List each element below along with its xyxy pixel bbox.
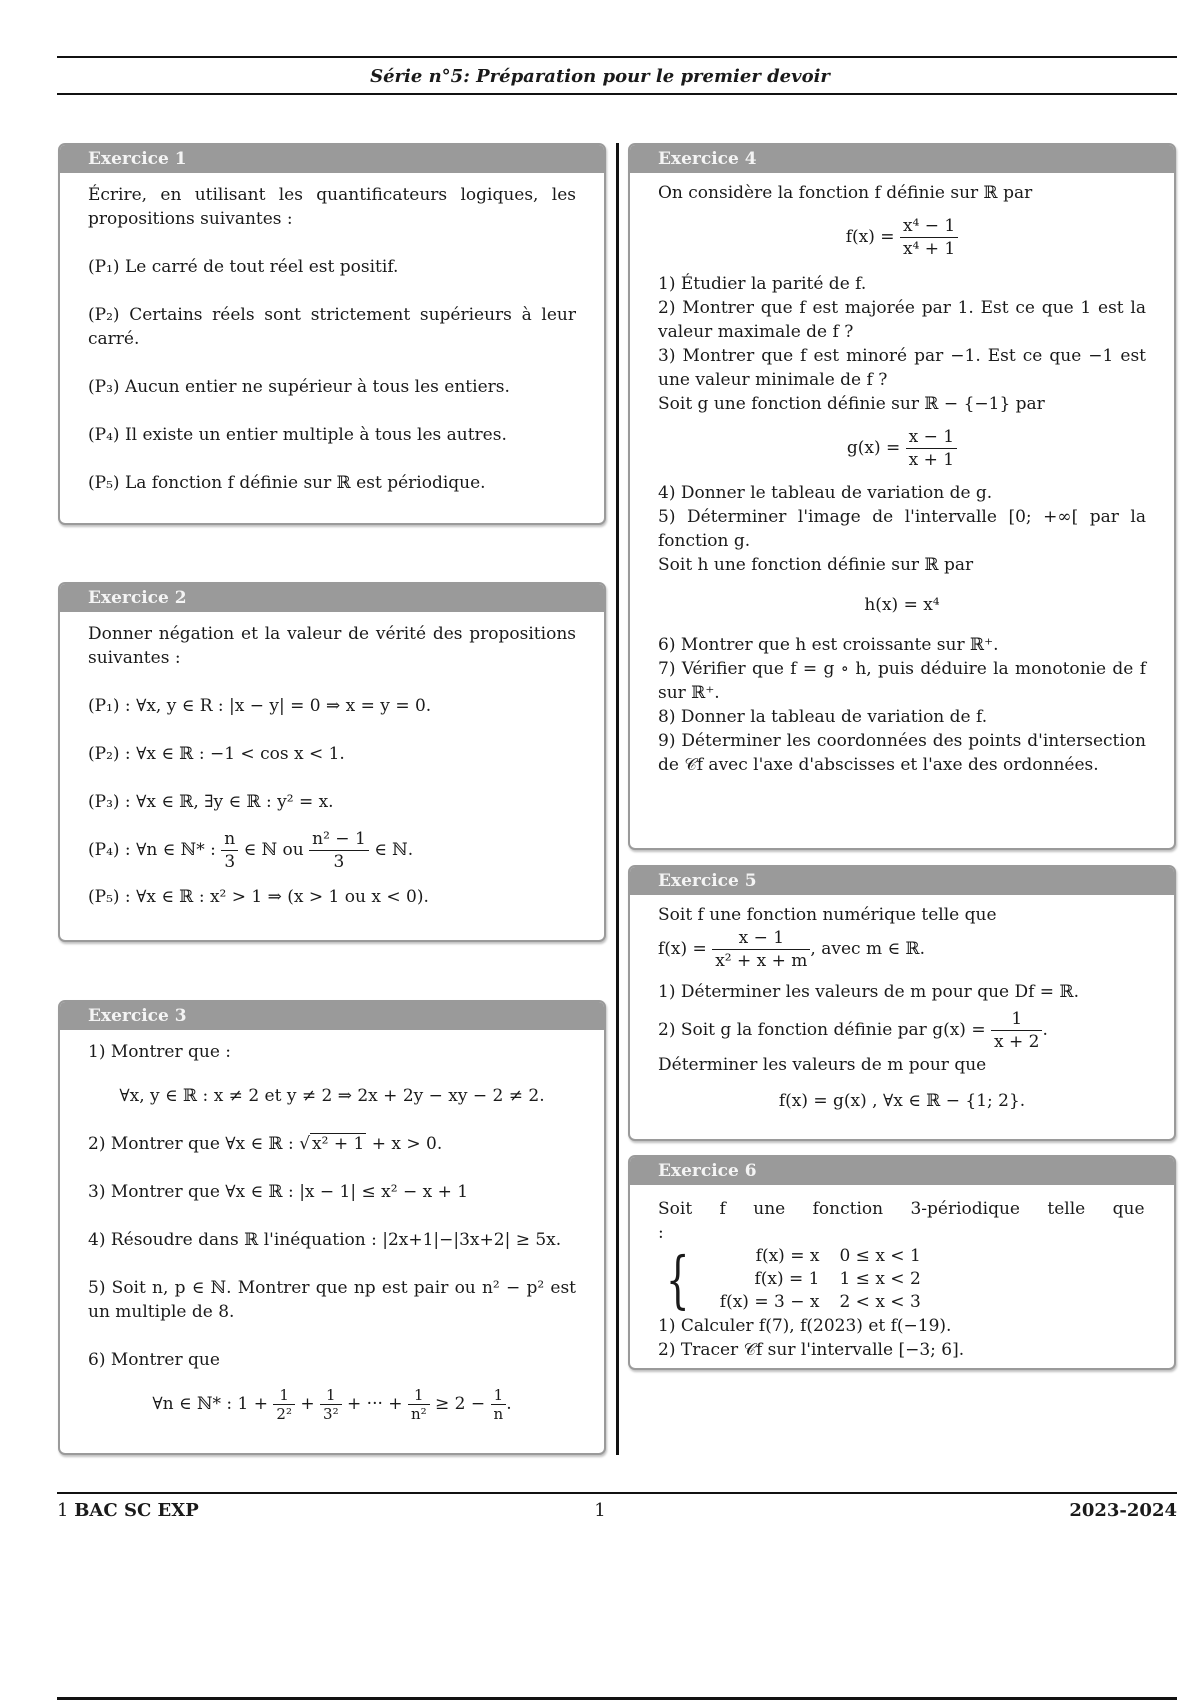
page-title: Série n°5: Préparation pour le premier devoir — [370, 66, 830, 87]
proposition-p5: (P₅) La fonction f définie sur ℝ est périodique. — [88, 473, 486, 493]
question-2: 2) Montrer que ∀x ∈ ℝ : √ x² + 1 + x > 0. — [88, 1134, 443, 1154]
column-divider — [616, 143, 619, 1455]
f-definition: f(x) = $\frac{\text{x⁴ − 1}}{\text{x⁴ + 1}}$ — [658, 215, 1146, 260]
exercise-1-intro: Écrire, en utilisant les quantificateurs logiques, les propositions suivantes : — [88, 185, 576, 229]
question-6: 6) Montrer que h est croissante sur ℝ⁺. — [658, 635, 999, 655]
question-5: 5) Déterminer l'image de l'intervalle [0; +∞[ par la fonction g. — [658, 507, 1146, 551]
question-1: 1) Étudier la parité de f. — [658, 274, 867, 294]
question-4: 4) Résoudre dans ℝ l'inéquation : |2x+1|−|3x+2| ≥ 5x. — [88, 1230, 562, 1250]
question-2-line-2: Déterminer les valeurs de m pour que — [658, 1055, 987, 1075]
exercise-4-intro: On considère la fonction f définie sur ℝ par — [658, 183, 1033, 203]
h-intro: Soit h une fonction définie sur ℝ par — [658, 555, 974, 575]
question-2: 2) Montrer que f est majorée par 1. Est ce que 1 est la valeur maximale de f ? — [658, 298, 1146, 342]
exercise-5-title: Exercice 5 — [630, 867, 1174, 895]
question-1: 1) Montrer que : — [88, 1042, 232, 1062]
exercise-3 — [58, 1000, 606, 1455]
exercise-5 — [628, 865, 1176, 1141]
proposition-p5: (P₅) : ∀x ∈ ℝ : x² > 1 ⇒ (x > 1 ou x < 0). — [88, 887, 429, 907]
exercise-2-intro: Donner négation et la valeur de vérité des propositions suivantes : — [88, 624, 576, 668]
exercise-6 — [628, 1155, 1176, 1370]
question-6: 6) Montrer que — [88, 1350, 220, 1370]
proposition-p2: (P₂) : ∀x ∈ ℝ : −1 < cos x < 1. — [88, 744, 345, 764]
question-1-formula: ∀x, y ∈ ℝ : x ≠ 2 et y ≠ 2 ⇒ 2x + 2y − xy − 2 ≠ 2. — [119, 1086, 545, 1106]
exercise-2 — [58, 582, 606, 942]
exercise-1-title: Exercice 1 — [60, 145, 604, 173]
left-brace-icon: { — [665, 1242, 690, 1316]
proposition-p3: (P₃) : ∀x ∈ ℝ, ∃y ∈ ℝ : y² = x. — [88, 792, 334, 812]
proposition-p4: (P₄) : ∀n ∈ ℕ* : $\frac{n}{3}$ ∈ ℕ ou $\frac{\text{n² − 1}}{3}$ ∈ ℕ. — [88, 829, 414, 872]
exercise-5-intro: Soit f une fonction numérique telle que — [658, 905, 997, 925]
footer-page-number: 1 — [594, 1500, 606, 1521]
f-definition: f(x) = $\frac{x - 1}{\text{x² + x + m}}$ , avec m ∈ ℝ. — [658, 928, 925, 971]
footer-school-year: 2023-2024 — [1069, 1500, 1177, 1521]
g-intro: Soit g une fonction définie sur ℝ − {−1} par — [658, 394, 1045, 414]
exercise-2-title: Exercice 2 — [60, 584, 604, 612]
question-1: 1) Déterminer les valeurs de m pour que Df = ℝ. — [658, 982, 1079, 1002]
question-8: 8) Donner la tableau de variation de f. — [658, 707, 988, 727]
question-9: 9) Déterminer les coordonnées des points d'intersection de 𝒞f avec l'axe d'abscisses et l'axe des ordonnées. — [658, 731, 1146, 775]
proposition-p1: (P₁) Le carré de tout réel est positif. — [88, 257, 399, 277]
fraction: $\frac{n}{3}$ — [221, 828, 238, 873]
exercise-4 — [628, 143, 1176, 850]
question-2: 2) Tracer 𝒞f sur l'intervalle [−3; 6]. — [658, 1340, 965, 1360]
question-4: 4) Donner le tableau de variation de g. — [658, 483, 993, 503]
exercise-6-title: Exercice 6 — [630, 1157, 1174, 1185]
proposition-p3: (P₃) Aucun entier ne supérieur à tous les entiers. — [88, 377, 510, 397]
system-row: f(x) = x 0 ≤ x < 1 — [755, 1246, 921, 1266]
fraction: $\frac{\text{n² − 1}}{3}$ — [309, 828, 369, 873]
question-7: 7) Vérifier que f = g ∘ h, puis déduire la monotonie de f sur ℝ⁺. — [658, 659, 1146, 703]
exercise-4-title: Exercice 4 — [630, 145, 1174, 173]
proposition-p2: (P₂) Certains réels sont strictement supérieurs à leur carré. — [88, 305, 576, 349]
question-6-formula: ∀n ∈ ℕ* : 1 + $\frac{1}{\text{2²}}$ + $\frac{1}{\text{3²}}$ + ··· + $\frac{1}{\text{n²}}$ ≥ 2 − $\frac{1}{n}$ . — [152, 1386, 512, 1423]
header-top-rule — [57, 56, 1177, 58]
footer-rule — [57, 1492, 1177, 1494]
footer-level: 1 BAC SC EXP — [57, 1500, 199, 1521]
exercise-6-intro: Soit f une fonction 3-périodique telle que : — [658, 1199, 1145, 1243]
question-3: 3) Montrer que f est minoré par −1. Est ce que −1 est une valeur minimale de f ? — [658, 346, 1146, 390]
header-bottom-rule — [57, 93, 1177, 95]
question-2-formula: f(x) = g(x) , ∀x ∈ ℝ − {1; 2}. — [778, 1091, 1026, 1111]
g-definition: g(x) = $\frac{x - 1}{x + 1}$ — [658, 426, 1146, 471]
question-2: 2) Soit g la fonction définie par g(x) = $\frac{1}{x + 2}$ . — [658, 1009, 1048, 1052]
question-5: 5) Soit n, p ∈ ℕ. Montrer que np est pair ou n² − p² est un multiple de 8. — [88, 1278, 576, 1322]
question-1: 1) Calculer f(7), f(2023) et f(−19). — [658, 1316, 952, 1336]
proposition-p4: (P₄) Il existe un entier multiple à tous les autres. — [88, 425, 507, 445]
piecewise-system — [658, 1242, 1146, 1316]
h-definition: h(x) = x⁴ — [864, 595, 940, 615]
proposition-p1: (P₁) : ∀x, y ∈ R : |x − y| = 0 ⇒ x = y = 0. — [88, 696, 432, 716]
system-row: f(x) = 3 − x 2 < x < 3 — [719, 1292, 921, 1312]
system-row: f(x) = 1 1 ≤ x < 2 — [754, 1269, 921, 1289]
question-3: 3) Montrer que ∀x ∈ ℝ : |x − 1| ≤ x² − x + 1 — [88, 1182, 469, 1202]
exercise-1 — [58, 143, 606, 525]
exercise-3-title: Exercice 3 — [60, 1002, 604, 1030]
